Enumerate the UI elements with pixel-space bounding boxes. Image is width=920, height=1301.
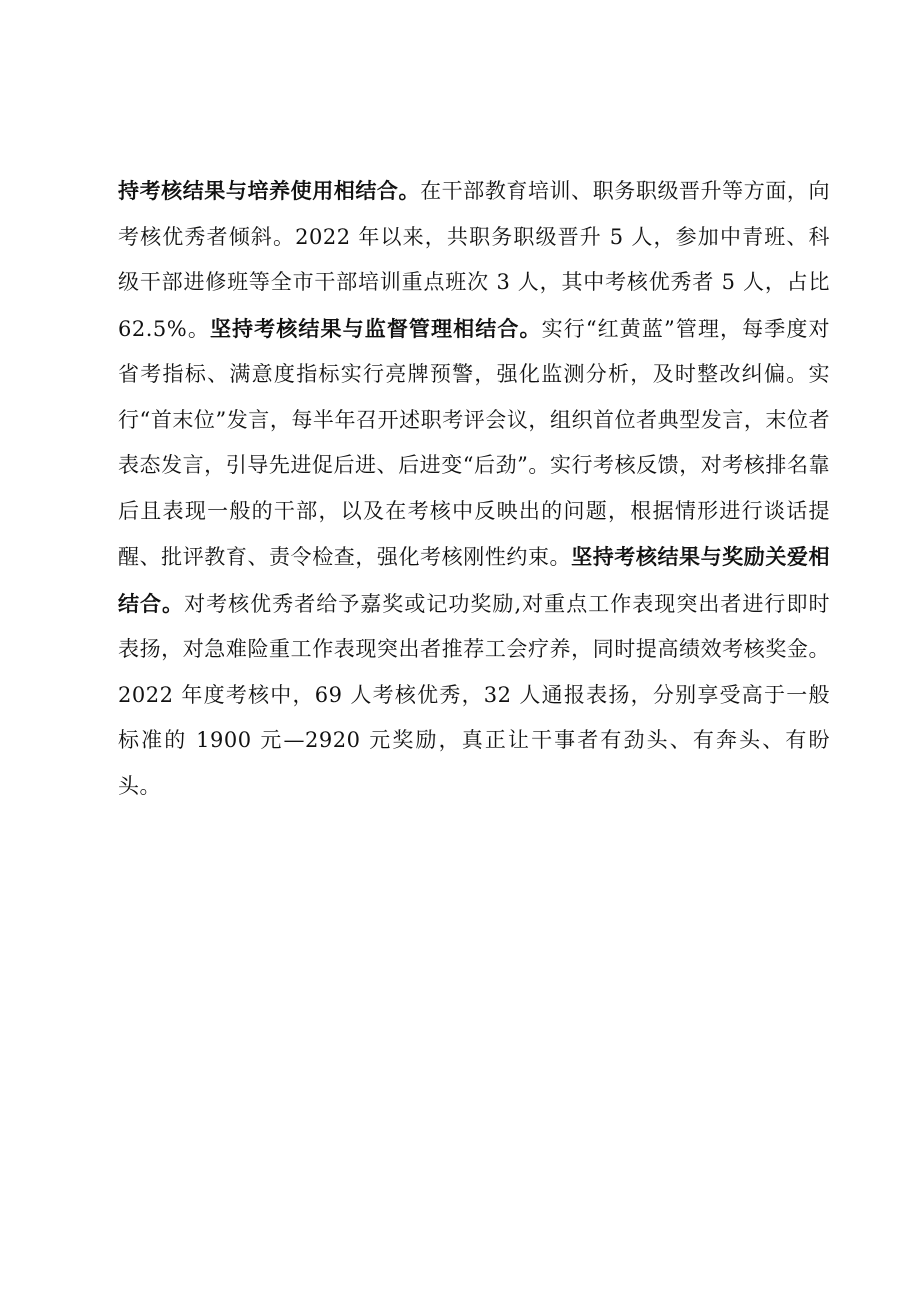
heading-rewards: 坚持考核结果与奖励关爱相结合。 xyxy=(118,544,830,616)
heading-supervision: 坚持考核结果与监督管理相结合。 xyxy=(209,315,542,341)
body-paragraph xyxy=(118,168,830,809)
text-supervision: 实行“红黄蓝”管理，每季度对省考指标、满意度指标实行亮牌预警，强化监测分析，及时整改纠偏。实行“首末位”发言，每半年召开述职考评会议，组织首位者典型发言，末位者表态发言，引导先进促后进、后进变“后劲”。实行考核反馈，对考核排名靠后且表现一般的干部，以及在考核中反映出的问题，根据情形进行谈话提醒、批评教育、责令检查，强化考核刚性约束。 xyxy=(118,316,830,569)
heading-training-use: 持考核结果与培养使用相结合。 xyxy=(118,178,421,203)
text-training-use: 在干部教育培训、职务职级晋升等方面，向考核优秀者倾斜。2022 年以来，共职务职级晋升 5 人，参加中青班、科级干部进修班等全市干部培训重点班次 3 人，其中考核优秀者 5 人，占比 62.5%。 xyxy=(118,179,830,341)
text-rewards: 对考核优秀者给予嘉奖或记功奖励,对重点工作表现突出者进行即时表扬，对急难险重工作表现突出者推荐工会疗养，同时提高绩效考核奖金。2022 年度考核中，69 人考核优秀，32 人通报表扬，分别享受高于一般标准的 1900 元—2920 元奖励，真正让干事者有劲头、有奔头、有盼头。 xyxy=(118,591,830,798)
